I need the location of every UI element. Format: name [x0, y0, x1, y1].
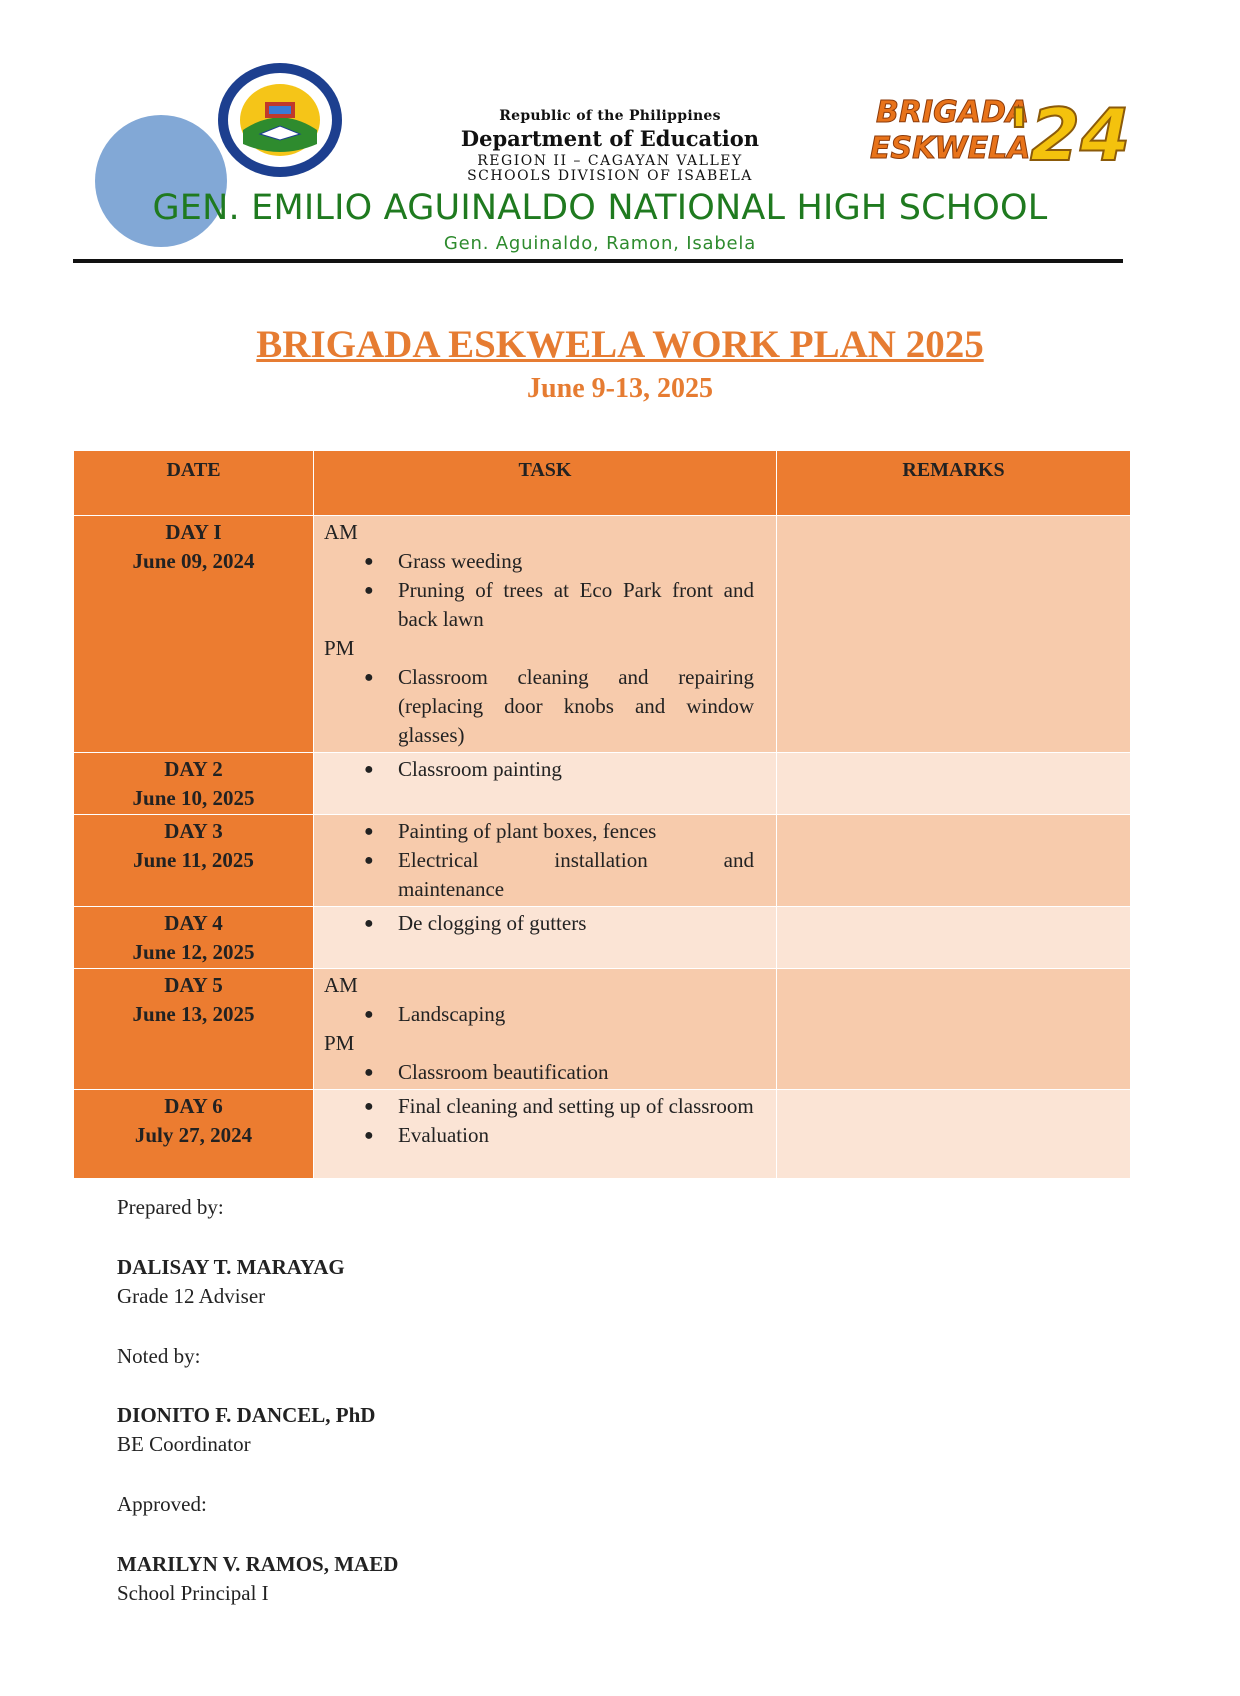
- prepared-by-title: Grade 12 Adviser: [117, 1284, 266, 1308]
- task-text: Classroom beautification: [398, 1060, 609, 1084]
- task-list: [324, 1092, 754, 1150]
- table-header-row: [74, 451, 1131, 516]
- logo-year-text: '24: [1008, 93, 1131, 177]
- day-date: June 09, 2024: [132, 549, 255, 573]
- task-text: Pruning of trees at Eco Park front and back lawn: [398, 578, 754, 631]
- day-label: DAY 4: [164, 911, 223, 935]
- task-list: [324, 1058, 754, 1087]
- task-list: [324, 663, 754, 750]
- date-cell: [74, 815, 314, 907]
- task-text: Grass weeding: [398, 549, 523, 573]
- task-cell: [314, 907, 777, 969]
- pm-label: PM: [324, 1031, 355, 1055]
- day-date: June 10, 2025: [132, 786, 255, 810]
- task-text: Painting of plant boxes, fences: [398, 819, 657, 843]
- bullet-icon: ●: [364, 1098, 374, 1115]
- noted-by-name: DIONITO F. DANCEL, PhD: [117, 1403, 376, 1427]
- bullet-icon: ●: [364, 915, 374, 932]
- task-list: [324, 1000, 754, 1029]
- task-cell: [314, 815, 777, 907]
- list-item: [364, 846, 754, 904]
- pm-label: PM: [324, 636, 355, 660]
- day-label: DAY 6: [164, 1094, 223, 1118]
- prepared-by-name: DALISAY T. MARAYAG: [117, 1255, 345, 1279]
- remarks-cell: [777, 907, 1131, 969]
- day-label: DAY 3: [164, 819, 223, 843]
- date-cell: [74, 516, 314, 753]
- deped-header: [430, 108, 790, 183]
- header-task: TASK: [314, 451, 777, 516]
- header-date: DATE: [74, 451, 314, 516]
- bullet-icon: ●: [364, 669, 374, 686]
- task-text: Classroom painting: [398, 757, 562, 781]
- department-line: Department of Education: [460, 126, 760, 151]
- noted-by-label: Noted by:: [117, 1344, 201, 1368]
- document-title: BRIGADA ESKWELA WORK PLAN 2025: [256, 323, 984, 366]
- remarks-cell: [777, 815, 1131, 907]
- day-label: DAY I: [165, 520, 222, 544]
- day-date: July 27, 2024: [134, 1123, 253, 1147]
- task-text: Classroom cleaning and repairing (replacing door knobs and window glasses): [398, 665, 754, 747]
- republic-line: Republic of the Philippines: [499, 108, 721, 124]
- logo-brigada-text: BRIGADA: [876, 95, 1030, 130]
- day-date: June 13, 2025: [132, 1002, 255, 1026]
- task-cell: [314, 516, 777, 753]
- task-list: [324, 755, 754, 784]
- am-label: AM: [324, 973, 358, 997]
- bullet-icon: ●: [364, 1064, 374, 1081]
- day-label: DAY 5: [164, 973, 223, 997]
- school-name: GEN. EMILIO AGUINALDO NATIONAL HIGH SCHOOL: [152, 188, 1048, 228]
- bullet-icon: ●: [364, 1127, 374, 1144]
- list-item: [364, 663, 754, 750]
- table-row: [74, 753, 1131, 815]
- list-item: [364, 1058, 754, 1087]
- table-row: [74, 1090, 1131, 1179]
- date-cell: [74, 1090, 314, 1179]
- approved-by-title: School Principal I: [117, 1581, 269, 1605]
- work-plan-table: [73, 450, 1131, 1179]
- header-remarks: REMARKS: [777, 451, 1131, 516]
- task-text: De clogging of gutters: [398, 911, 587, 935]
- task-list: [324, 817, 754, 904]
- header-divider: [73, 259, 1123, 263]
- task-text: Final cleaning and setting up of classroom: [398, 1094, 754, 1118]
- date-cell: [74, 753, 314, 815]
- list-item: [364, 547, 754, 576]
- document-subtitle: June 9-13, 2025: [527, 373, 713, 404]
- bullet-icon: ●: [364, 761, 374, 778]
- table-row: [74, 516, 1131, 753]
- date-cell: [74, 969, 314, 1090]
- task-text: Evaluation: [398, 1123, 489, 1147]
- division-line: SCHOOLS DIVISION OF ISABELA: [467, 168, 753, 184]
- day-date: June 11, 2025: [133, 848, 254, 872]
- task-cell: [314, 1090, 777, 1179]
- day-date: June 12, 2025: [132, 940, 255, 964]
- bullet-icon: ●: [364, 582, 374, 599]
- remarks-cell: [777, 969, 1131, 1090]
- remarks-cell: [777, 516, 1131, 753]
- task-list: [324, 547, 754, 634]
- bullet-icon: ●: [364, 852, 374, 869]
- bullet-icon: ●: [364, 823, 374, 840]
- remarks-cell: [777, 753, 1131, 815]
- task-list: [324, 909, 754, 938]
- task-cell: [314, 753, 777, 815]
- list-item: [364, 1121, 754, 1150]
- seal-text: GENERAL EMILIO AGUINALDO NATIONAL HIGH SCHOOL: [215, 53, 461, 62]
- school-address: Gen. Aguinaldo, Ramon, Isabela: [443, 233, 757, 254]
- list-item: [364, 817, 754, 846]
- task-cell: [314, 969, 777, 1090]
- approved-label: Approved:: [117, 1492, 207, 1516]
- table-row: [74, 815, 1131, 907]
- noted-by-title: BE Coordinator: [117, 1432, 251, 1456]
- list-item: [364, 1000, 754, 1029]
- task-text: Landscaping: [398, 1002, 506, 1026]
- remarks-cell: [777, 1090, 1131, 1179]
- region-line: REGION II – CAGAYAN VALLEY: [477, 153, 743, 169]
- bullet-icon: ●: [364, 553, 374, 570]
- task-text: Electrical installation and maintenance: [398, 848, 754, 901]
- am-label: AM: [324, 520, 358, 544]
- list-item: [364, 576, 754, 634]
- approved-by-name: MARILYN V. RAMOS, MAED: [117, 1552, 399, 1576]
- list-item: [364, 755, 754, 784]
- list-item: [364, 909, 754, 938]
- brigada-eskwela-logo: [870, 88, 1131, 177]
- table-row: [74, 969, 1131, 1090]
- list-item: [364, 1092, 754, 1121]
- bullet-icon: ●: [364, 1006, 374, 1023]
- table-row: [74, 907, 1131, 969]
- prepared-by-label: Prepared by:: [117, 1195, 224, 1219]
- day-label: DAY 2: [164, 757, 223, 781]
- date-cell: [74, 907, 314, 969]
- school-seal-logo: [215, 53, 461, 180]
- logo-eskwela-text: ESKWELA: [870, 131, 1031, 166]
